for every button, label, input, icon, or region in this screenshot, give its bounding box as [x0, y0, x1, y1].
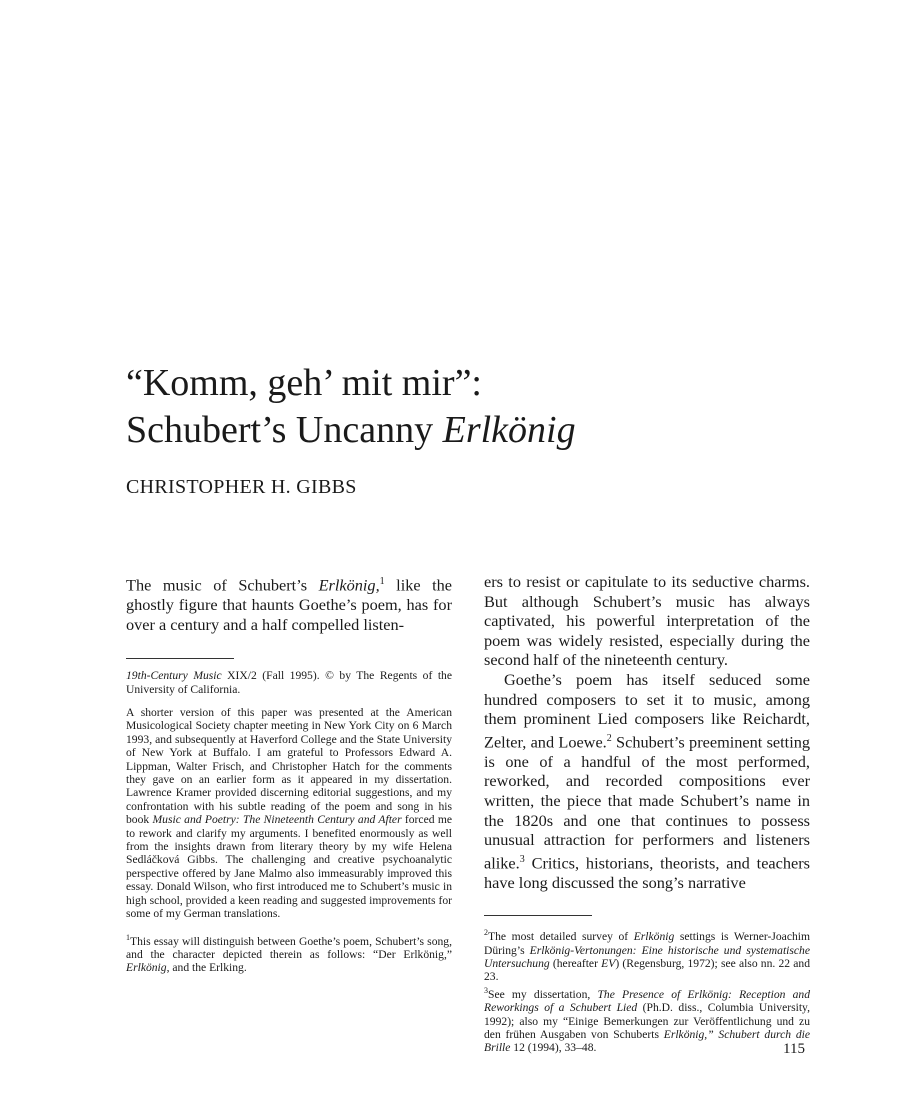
text-run: Goethe’s poem has itself seduced some hundred composers to set it to music, among them prominent Lied composers like Reichardt, Zelter, and Loewe.	[484, 669, 810, 752]
journal-citation-note	[126, 669, 452, 696]
footnote-3	[484, 984, 810, 1055]
title-line-2-italic: Erlkönig	[442, 409, 576, 451]
article-title	[126, 360, 826, 454]
italic-text: Erlkönig	[126, 961, 167, 975]
text-run: settings is Werner-Joachim Düring’s	[484, 930, 811, 957]
text-run: The most detailed survey of	[488, 930, 634, 944]
footnote-number: 2	[484, 928, 488, 938]
title-line-1: “Komm, geh’ mit mir”:	[126, 362, 482, 404]
italic-text: EV	[601, 957, 616, 971]
acknowledgment-note	[126, 706, 452, 921]
text-run: , and the Erlking.	[166, 961, 247, 975]
text-run: (Ph.D. diss., Columbia University, 1992); also my “Einige Bemerkungen zur Veröffentlichung und zu den frühen Ausgaben von Schuberts	[484, 1001, 810, 1041]
right-column	[484, 572, 810, 1055]
text-run: 12 (1994), 33–48.	[510, 1041, 597, 1055]
left-paragraph-1	[126, 572, 452, 634]
journal-details: XIX/2 (Fall 1995). © by The Regents of the University of California.	[126, 669, 452, 696]
text-run: ) (Regensburg, 1972); see also nn. 22 and 23.	[484, 957, 811, 984]
footnote-1	[126, 931, 452, 975]
text-run: A shorter version of this paper was presented at the American Musicological Society chapter meeting in New York City on 6 March 1993, and subsequently at Haverford College and the State University of New York at Buffalo. I am grateful to Professors Edward A. Lippman, Walter Frisch, and Christopher Hatch for the comments they gave on an earlier form as it appeared in my dissertation. Lawrence Kramer provided discerning editorial suggestions, and my confrontation with his subtle reading of the poem and song in his book	[126, 706, 452, 827]
text-run: Critics, historians, theorists, and teachers have long discussed the song’s narrative	[484, 853, 810, 892]
author-name: CHRISTOPHER H. GIBBS	[126, 476, 357, 498]
text-run: The music of Schubert’s	[126, 575, 319, 595]
footnote-number: 3	[484, 985, 488, 995]
footnote-ref-1: 1	[379, 576, 385, 587]
text-run: Schubert’s preeminent setting is one of a handful of the most performed, reworked, and recorded compositions ever written, the piece that made Schubert’s name in the 1820s and one that continues to possess unusual attraction for performers and listeners alike.	[484, 732, 810, 873]
italic-title-erlkonig: Erlkönig,	[318, 575, 380, 595]
right-body-text	[484, 572, 810, 892]
left-body-text	[126, 572, 452, 634]
right-paragraph-2	[484, 670, 810, 892]
right-paragraph-1: ers to resist or capitulate to its seductive charms. But although Schubert’s music has always captivated, his powerful interpretation of the poem was widely resisted, especially during the second half of the nineteenth century.	[484, 572, 810, 670]
text-run: like the ghostly figure that haunts Goethe’s poem, has for over a century and a half compelled listen-	[126, 575, 452, 634]
footnote-divider	[126, 658, 234, 659]
italic-text: The Presence of Erlkönig: Reception and Reworkings of a Schubert Lied	[484, 987, 810, 1015]
footnote-ref-2: 2	[606, 732, 612, 744]
footnote-ref-3: 3	[519, 853, 525, 865]
text-run: See my dissertation,	[488, 987, 598, 1001]
footnote-2	[484, 926, 810, 983]
title-line-2-prefix: Schubert’s Uncanny	[126, 409, 443, 451]
italic-text: Erlkönig,” Schubert durch die Brille	[484, 1027, 810, 1055]
page-number: 115	[783, 1041, 805, 1057]
italic-text: Erlkönig-Vertonungen: Eine historische und systematische Untersuchung	[484, 943, 810, 971]
text-run: This essay will distinguish between Goethe’s poem, Schubert’s song, and the character depicted therein as follows: “Der Erlkönig,”	[126, 934, 452, 961]
left-column	[126, 572, 452, 975]
footnote-divider	[484, 915, 592, 916]
italic-text: Erlkönig	[633, 930, 675, 944]
text-run: (hereafter	[549, 957, 602, 971]
footnote-number: 1	[126, 932, 130, 942]
book-title: Music and Poetry: The Nineteenth Century and After	[152, 813, 402, 827]
journal-name: 19th-Century Music	[126, 669, 222, 683]
text-run: forced me to rework and clarify my arguments. I benefited enormously as well from the insights drawn from literary theory by my wife Helena Sedláčková Gibbs. The challenging and creative psychoanalytic perspective offered by Jane Malmo also immeasurably improved this essay. Donald Wilson, who first introduced me to Schubert’s music in high school, provided a keen reading and suggested improvements for some of my German translations.	[126, 813, 452, 921]
